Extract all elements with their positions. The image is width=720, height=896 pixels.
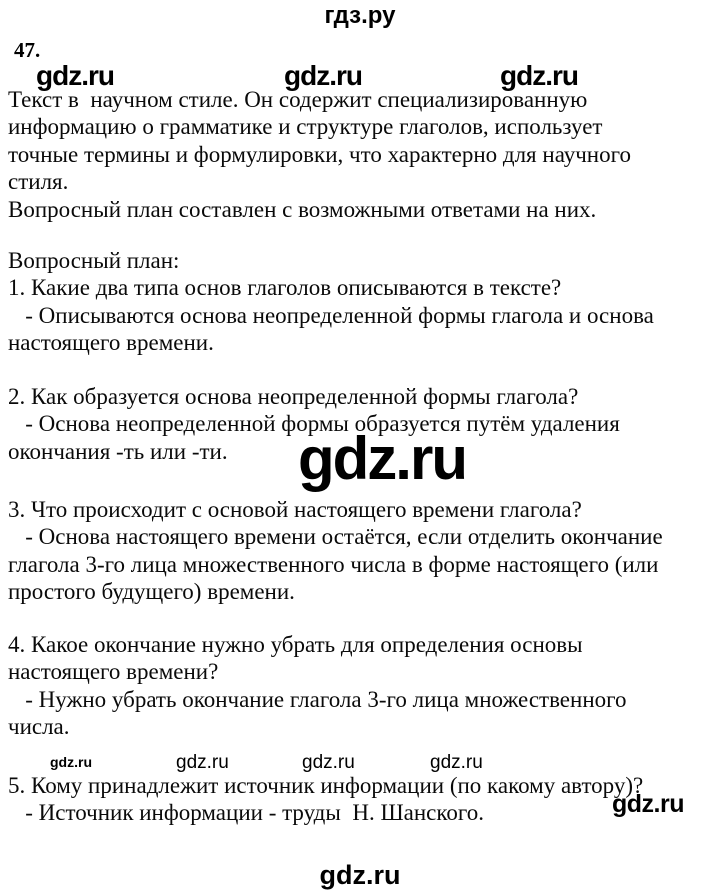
answer-line: - Источник информации - труды Н. Шанского. <box>8 800 484 826</box>
question-line: 4. Какое окончание нужно убрать для определения основы <box>8 632 583 657</box>
gdz-watermark-small: gdz.ru <box>302 752 355 773</box>
gdz-watermark: gdz.ru <box>36 60 114 91</box>
gdz-watermark-small: gdz.ru <box>176 752 229 773</box>
question-block-5 <box>8 772 716 827</box>
answer-line: - Основа неопределенной формы образуется путём удаления <box>8 411 620 437</box>
text-line: стиля. <box>8 169 69 195</box>
answer-line: - Основа настоящего времени остаётся, если отделить окончание <box>8 524 663 550</box>
intro-paragraph <box>8 86 716 223</box>
gdz-watermark-large: gdz.ru <box>298 425 466 492</box>
question-line: 5. Кому принадлежит источник информации (по какому автору)? <box>8 773 644 798</box>
answer-line: - Нужно убрать окончание глагола 3-го лица множественного <box>8 686 627 712</box>
text-line: информацию о грамматике и структуре глаголов, использует <box>8 114 603 140</box>
answer-line: глагола 3-го лица множественного числа в форме настоящего (или <box>8 551 659 577</box>
question-line: 3. Что происходит с основой настоящего времени глагола? <box>8 497 582 522</box>
text-line: Вопросный план составлен с возможными ответами на них. <box>8 196 597 222</box>
task-number: 47. <box>14 38 41 62</box>
gdz-watermark-side: gdz.ru <box>612 790 684 818</box>
site-title: гдз.ру <box>324 2 396 29</box>
answer-line: простого будущего) времени. <box>8 579 295 605</box>
gdz-watermark-bottom: gdz.ru <box>319 860 401 890</box>
plan-title: Вопросный план: <box>8 248 180 273</box>
question-line: 1. Какие два типа основ глаголов описываются в тексте? <box>8 275 562 301</box>
gdz-watermark-small: gdz.ru <box>430 752 483 773</box>
gdz-watermark: gdz.ru <box>500 60 578 91</box>
question-line: 2. Как образуется основа неопределенной формы глагола? <box>8 384 579 409</box>
text-line: точные термины и формулировки, что характерно для научного <box>8 141 631 167</box>
answer-line: - Описываются основа неопределенной формы глагола и основа <box>8 302 654 328</box>
gdz-watermark-small: gdz.ru <box>50 754 92 770</box>
gdz-watermark: gdz.ru <box>284 60 362 91</box>
text-line: Текст в научном стиле. Он содержит специализированную <box>8 87 588 112</box>
question-block-1 <box>8 247 716 357</box>
question-block-4 <box>8 631 716 741</box>
answer-line: окончания -ть или -ти. <box>8 438 228 464</box>
question-block-3 <box>8 496 716 606</box>
question-line: настоящего времени? <box>8 659 219 685</box>
answer-line: настоящего времени. <box>8 330 214 356</box>
answer-line: числа. <box>8 714 70 740</box>
